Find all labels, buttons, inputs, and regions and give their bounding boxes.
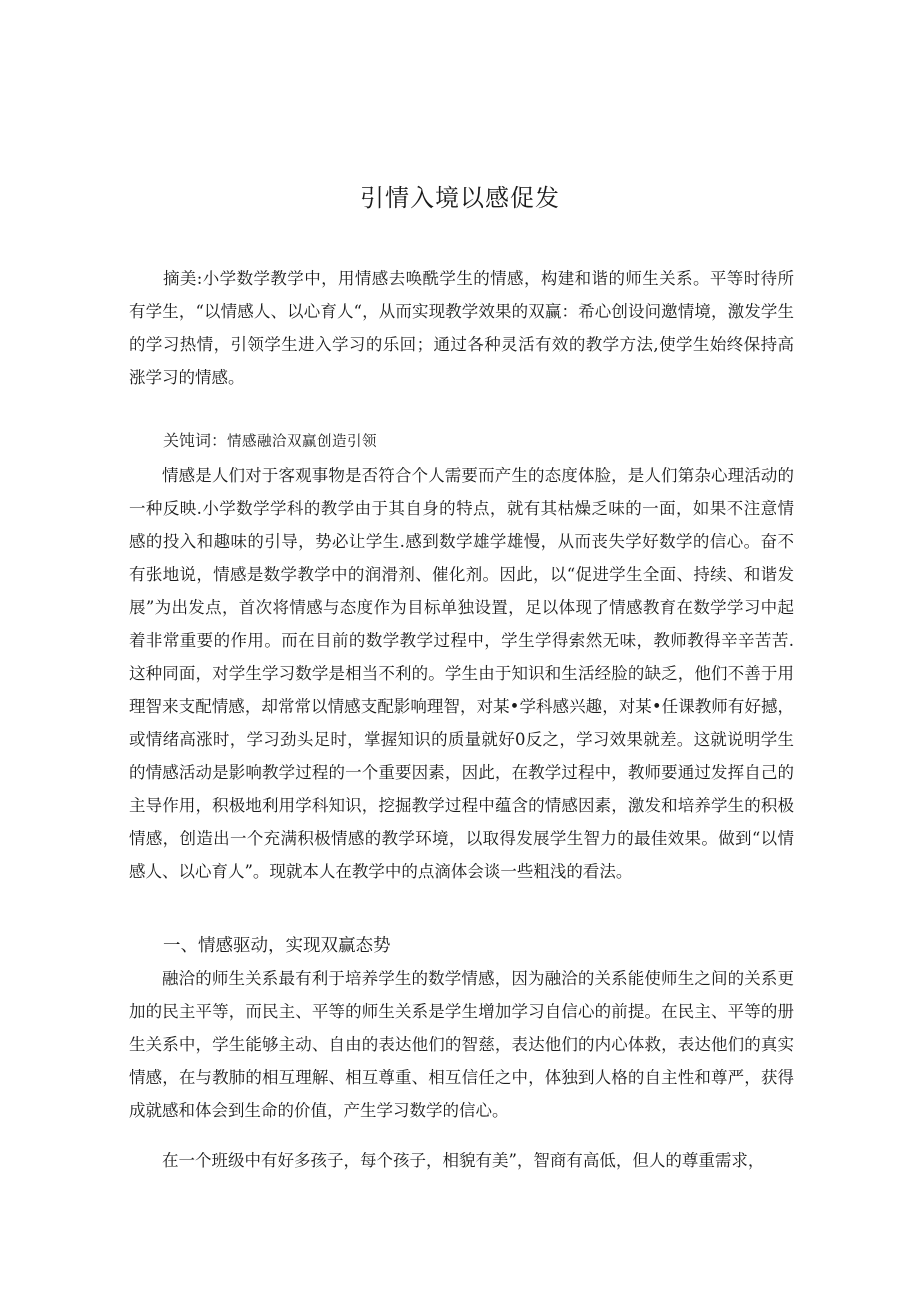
body-paragraph-2: 融洽的师生关系最有利于培养学生的数学情感，因为融洽的关系能使师生之间的关系更加的民主平等，而民主、平等的师生关系是学生增加学习自信心的前提。在民主、平等的册生关系中，学生能够主动、自由的表达他们的智慈，表达他们的内心体救，表达他们的真实情感，在与教肺的相互理解、相互尊重、相互信任之中，体独到人格的自主性和尊严，获得成就感和体会到生命的价值，产生学习数学的信心。 [129,969,794,1120]
abstract-paragraph: 摘美:小学数学教学中，用情感去唤酰学生的情感，构建和谐的师生关系。平等时待所有学生，“以情感人、以心育人“，从而实现教学效果的双赢：希心创设问邀情境，激发学生的学习热情，引领学生进入学习的乐回；通过各种灵活有效的教学方法,使学生始终保持高涨学习的情感。 [129,269,794,387]
body-paragraph-1: 情感是人们对于客观事物是否符合个人需要而产生的态度体脸，是人们第杂心理活动的一种反映.小学数学学科的教学由于其自身的特点，就有其枯燥乏味的一面，如果不注意情感的投入和趣味的引导，势必让学生.感到数学雄学雄慢，从而丧失学好数学的信心。奋不有张地说，情感是数学教学中的润滑剂、催化剂。因此，以“促进学生全面、持续、和谐发展”为出发点，首次将情感与态度作为目标单独设置，足以体现了情感教育在数学学习中起着非常重要的作用。而在目前的数学教学过程中，学生学得索然无味，教师教得辛辛苦苦.这种同面，对学生学习数学是相当不利的。学生由于知识和生活经脸的缺乏，他们不善于用理智来支配情感，却常常以情感支配影响理智，对某•学科感兴趣，对某•任课教师有好撼，或情绪高涨时，学习劲头足时，掌握知识的质量就好0反之，学习效果就差。这就说明学生的情感活动是影响教学过程的一个重要因素，因此，在教学过程中，教师要通过发挥自己的主导作用，积极地利用学科知识，挖掘教学过程中蕴含的情感因素，激发和培养学生的积极情感，创造出一个充满积极情感的教学环境，以取得发展学生智力的最佳效果。做到“以情感人、以心育人”。现就本人在教学中的点滴体会谈一些粗浅的看法。 [129,466,794,881]
keywords-values: 情感融洽双赢创造引领 [227,434,378,450]
body-paragraph-3: 在一个班级中有好多孩子，每个孩子，相貌有美”，智商有高低，但人的尊重需求， [162,1151,765,1170]
keywords-line [163,428,377,451]
keywords-label: 关饨词： [163,431,228,450]
section-heading-1: 一、情感驱动，实现双赢态势 [163,936,391,956]
document-title: 引情入境以感促发 [360,184,560,212]
